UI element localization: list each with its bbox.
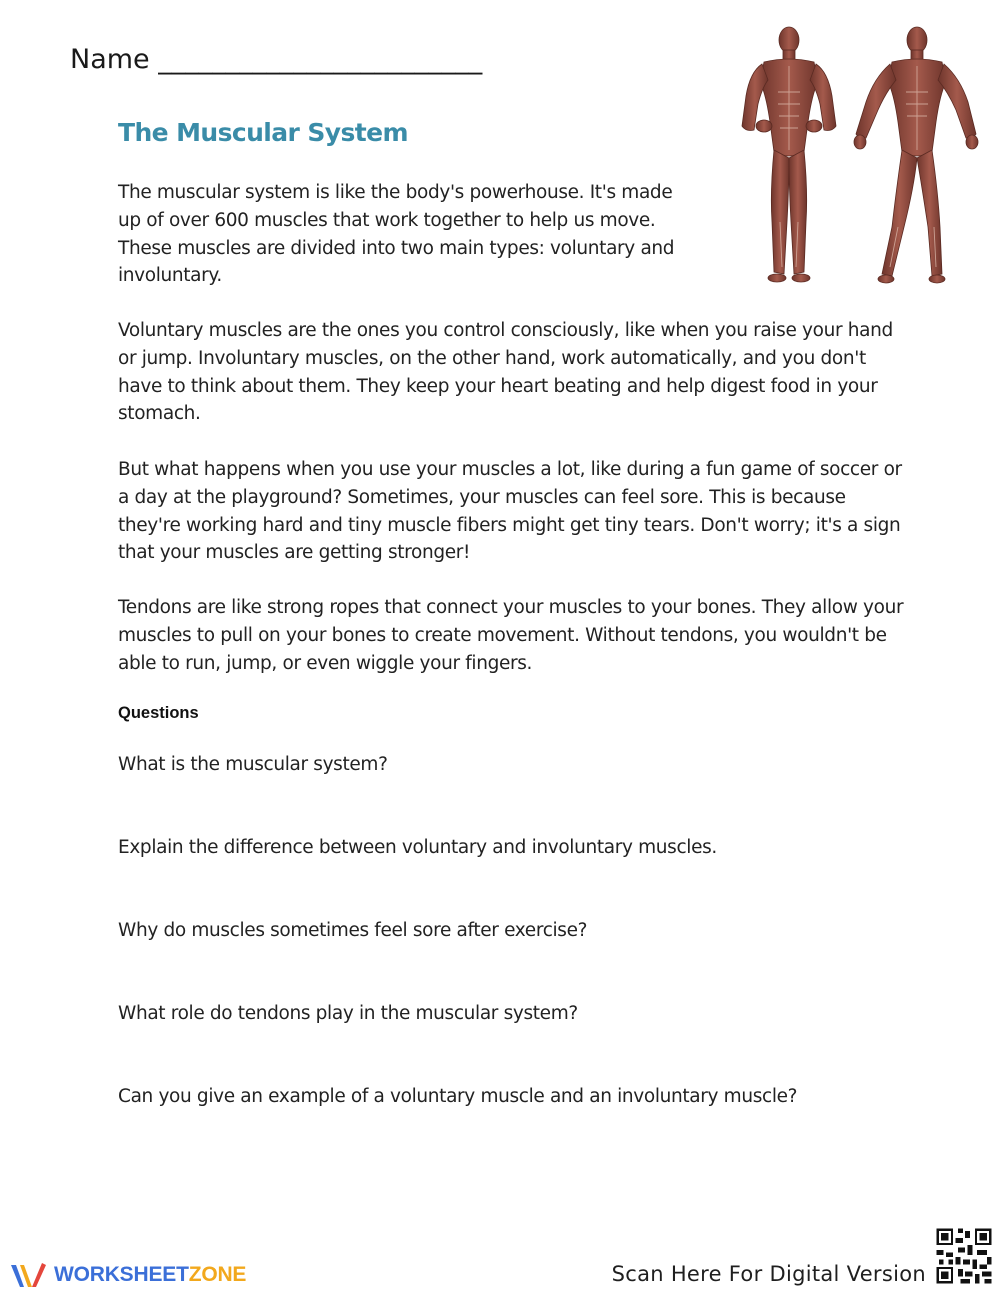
question-4: What role do tendons play in the muscular system? [118,1003,578,1024]
page-title: The Muscular System [118,118,408,147]
logo-word-zone: ZONE [188,1263,247,1286]
question-3: Why do muscles sometimes feel sore after exercise? [118,920,588,941]
back-figure [854,27,978,283]
worksheet-zone-logo [8,1258,246,1292]
paragraph-soreness: But what happens when you use your muscles a lot, like during a fun game of soccer or a day at the playground? Sometimes, your muscles can feel sore. This is because they're working hard and tiny muscle fibers might get tiny tears. Don't worry; it's a sign that your muscles are getting stronger! [118,459,902,564]
paragraph-voluntary: Voluntary muscles are the ones you control consciously, like when you raise your hand or jump. Involuntary muscles, on the other hand, work automatically, and you don't have to think about them. They keep your heart beating and help digest food in your stomach. [118,320,893,425]
paragraph-intro: The muscular system is like the body's powerhouse. It's made up of over 600 muscles that work together to help us move. These muscles are divided into two main types: voluntary and involuntary. [118,182,675,287]
question-1: What is the muscular system? [118,754,388,775]
human-muscle-figures-illustration [732,22,980,292]
qr-code-icon[interactable] [934,1226,994,1286]
paragraph-tendons: Tendons are like strong ropes that connect your muscles to your bones. They allow your muscles to pull on your bones to create movement. Without tendons, you wouldn't be able to run, jump, or even wiggle your fingers. [118,597,904,674]
logo-wordmark [54,1263,246,1287]
scan-digital-version-label: Scan Here For Digital Version [611,1262,926,1286]
question-5: Can you give an example of a voluntary muscle and an involuntary muscle? [118,1086,798,1107]
name-field-label: Name ________________________ [70,44,483,75]
worksheet-zone-logo-icon [8,1259,48,1291]
question-2: Explain the difference between voluntary and involuntary muscles. [118,837,717,858]
logo-word-worksheet: WORKSHEET [54,1263,189,1286]
front-figure [742,27,836,282]
questions-heading: Questions [118,704,199,722]
